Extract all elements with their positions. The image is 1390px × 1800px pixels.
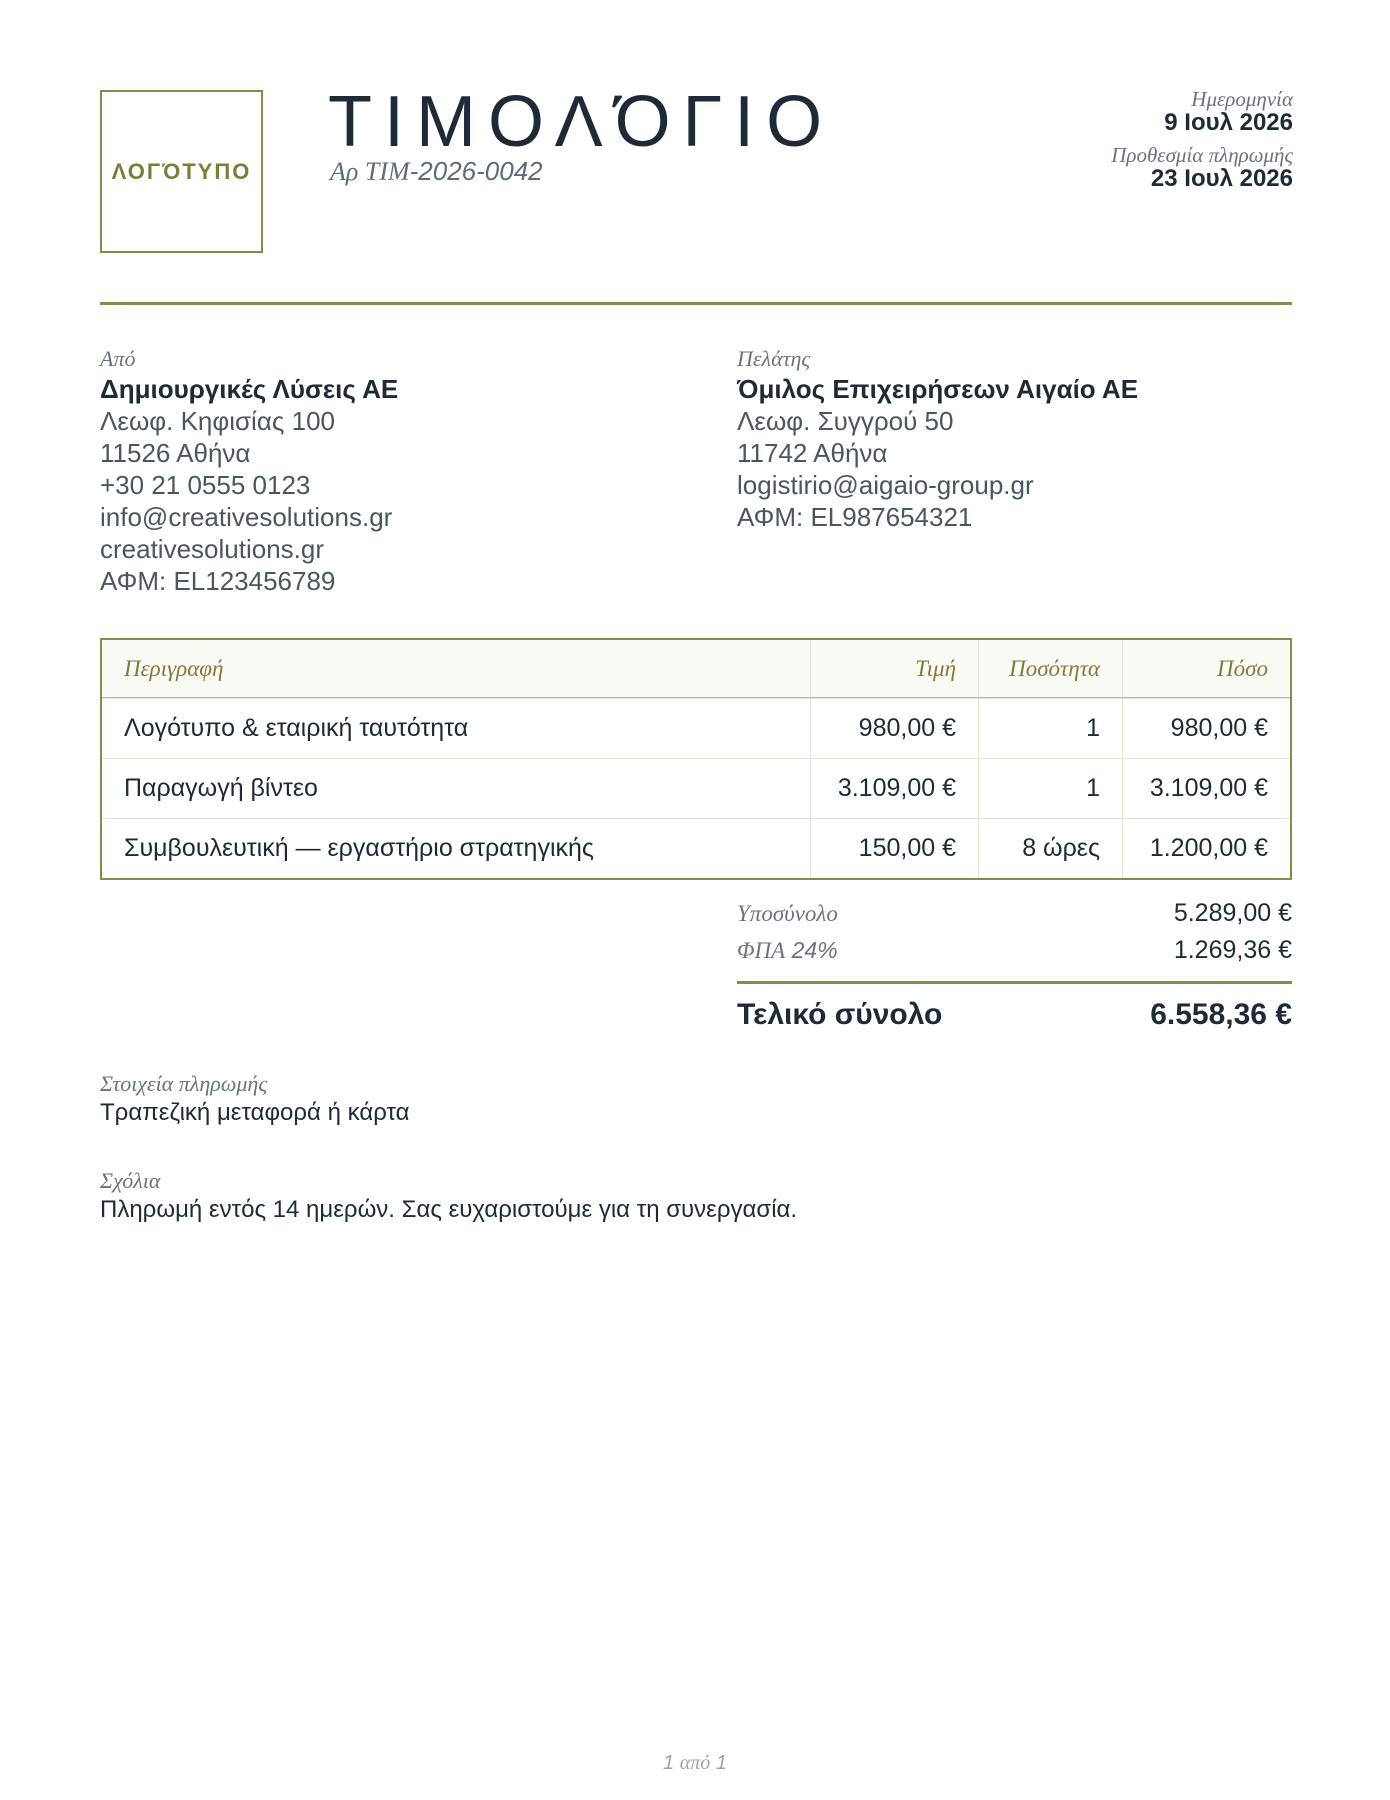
notes xyxy=(100,1167,797,1225)
subtotal-row xyxy=(737,895,1292,932)
client-email: logistirio@aigaio-group.gr xyxy=(737,470,1034,500)
sender-email: info@creativesolutions.gr xyxy=(100,502,393,532)
client-address-line: Λεωφ. Συγγρού 50 xyxy=(737,406,954,436)
item-amount: 980,00 € xyxy=(1170,714,1268,742)
item-price: 150,00 € xyxy=(811,819,979,878)
subtotal-label: Υποσύνολο xyxy=(737,900,838,926)
client-address-line: 11742 Αθήνα xyxy=(737,438,888,468)
item-price: 3.109,00 € xyxy=(811,759,979,818)
item-price: 980,00 € xyxy=(811,699,979,758)
invoice-meta xyxy=(1111,88,1293,200)
notes-text: Πληρωμή εντός 14 ημερών. Σας ευχαριστούμε για τη συνεργασία. xyxy=(100,1196,798,1223)
vat-rate: 24% xyxy=(791,937,838,963)
total-pages: 1 xyxy=(715,1752,727,1774)
payment-label: Στοιχεία πληρωμής xyxy=(100,1071,268,1096)
sender-address-line: 11526 Αθήνα xyxy=(100,438,251,468)
line-items-table xyxy=(100,638,1292,880)
document-title: ΤΙΜΟΛΌΓΙΟ xyxy=(328,82,835,162)
notes-label: Σχόλια xyxy=(100,1168,161,1193)
due-date-label: Προθεσμία πληρωμής xyxy=(1111,143,1293,167)
invoice-number xyxy=(330,156,543,187)
item-description: Λογότυπο & εταιρική ταυτότητα xyxy=(102,699,811,758)
column-header-amount: Πόσο xyxy=(1217,655,1268,681)
table-row xyxy=(102,818,1290,878)
item-quantity: 8 ώρες xyxy=(979,819,1123,878)
vat-label: ΦΠΑ xyxy=(737,938,786,963)
grand-total-row xyxy=(737,984,1292,1046)
sender-phone: +30 21 0555 0123 xyxy=(100,470,311,500)
column-header-price: Τιμή xyxy=(811,640,979,697)
invoice-number-value: -2026-0042 xyxy=(409,156,543,186)
page-indicator xyxy=(0,1752,1390,1775)
table-row xyxy=(102,758,1290,818)
company-logo xyxy=(100,90,263,253)
client-name: Όμιλος Επιχειρήσεων Αιγαίο ΑΕ xyxy=(737,374,1139,404)
sender-vat-id: ΑΦΜ: EL123456789 xyxy=(100,566,336,596)
table-row xyxy=(102,698,1290,758)
client-vat-id: ΑΦΜ: EL987654321 xyxy=(737,502,973,532)
vat-label-group xyxy=(737,937,838,964)
column-header-quantity: Ποσότητα xyxy=(979,640,1123,697)
date-value: 9 Ιουλ 2026 xyxy=(1164,109,1293,136)
item-quantity: 1 xyxy=(979,699,1123,758)
item-amount: 1.200,00 € xyxy=(1149,834,1268,862)
vat-value: 1.269,36 € xyxy=(1173,936,1292,964)
item-description: Συμβουλευτική — εργαστήριο στρατηγικής xyxy=(102,819,811,878)
date-label: Ημερομηνία xyxy=(1191,87,1293,111)
logo-text: ΛΟΓΌΤΥΠΟ xyxy=(111,158,252,184)
subtotal-value: 5.289,00 € xyxy=(1173,899,1292,927)
item-quantity: 1 xyxy=(979,759,1123,818)
header-divider xyxy=(100,302,1292,305)
vat-row xyxy=(737,932,1292,969)
client-label: Πελάτης xyxy=(737,346,811,371)
payment-info xyxy=(100,1070,410,1128)
client-block xyxy=(737,345,1138,533)
sender-label: Από xyxy=(100,346,136,371)
sender-block xyxy=(100,345,398,597)
sender-name: Δημιουργικές Λύσεις ΑΕ xyxy=(100,374,399,404)
sender-website: creativesolutions.gr xyxy=(100,534,324,564)
table-header-row xyxy=(102,640,1290,698)
column-header-description: Περιγραφή xyxy=(102,640,811,697)
page-separator: από xyxy=(679,1752,711,1774)
invoice-number-prefix: Αρ ΤΙΜ xyxy=(330,157,410,186)
item-amount: 3.109,00 € xyxy=(1149,774,1268,802)
grand-total-value: 6.558,36 € xyxy=(1150,998,1292,1031)
totals-block xyxy=(737,895,1292,1046)
payment-text: Τραπεζική μεταφορά ή κάρτα xyxy=(100,1099,410,1126)
sender-address-line: Λεωφ. Κηφισίας 100 xyxy=(100,406,335,436)
item-description: Παραγωγή βίντεο xyxy=(102,759,811,818)
grand-total-label: Τελικό σύνολο xyxy=(737,998,943,1031)
current-page: 1 xyxy=(663,1752,675,1774)
due-date-value: 23 Ιουλ 2026 xyxy=(1150,165,1293,192)
